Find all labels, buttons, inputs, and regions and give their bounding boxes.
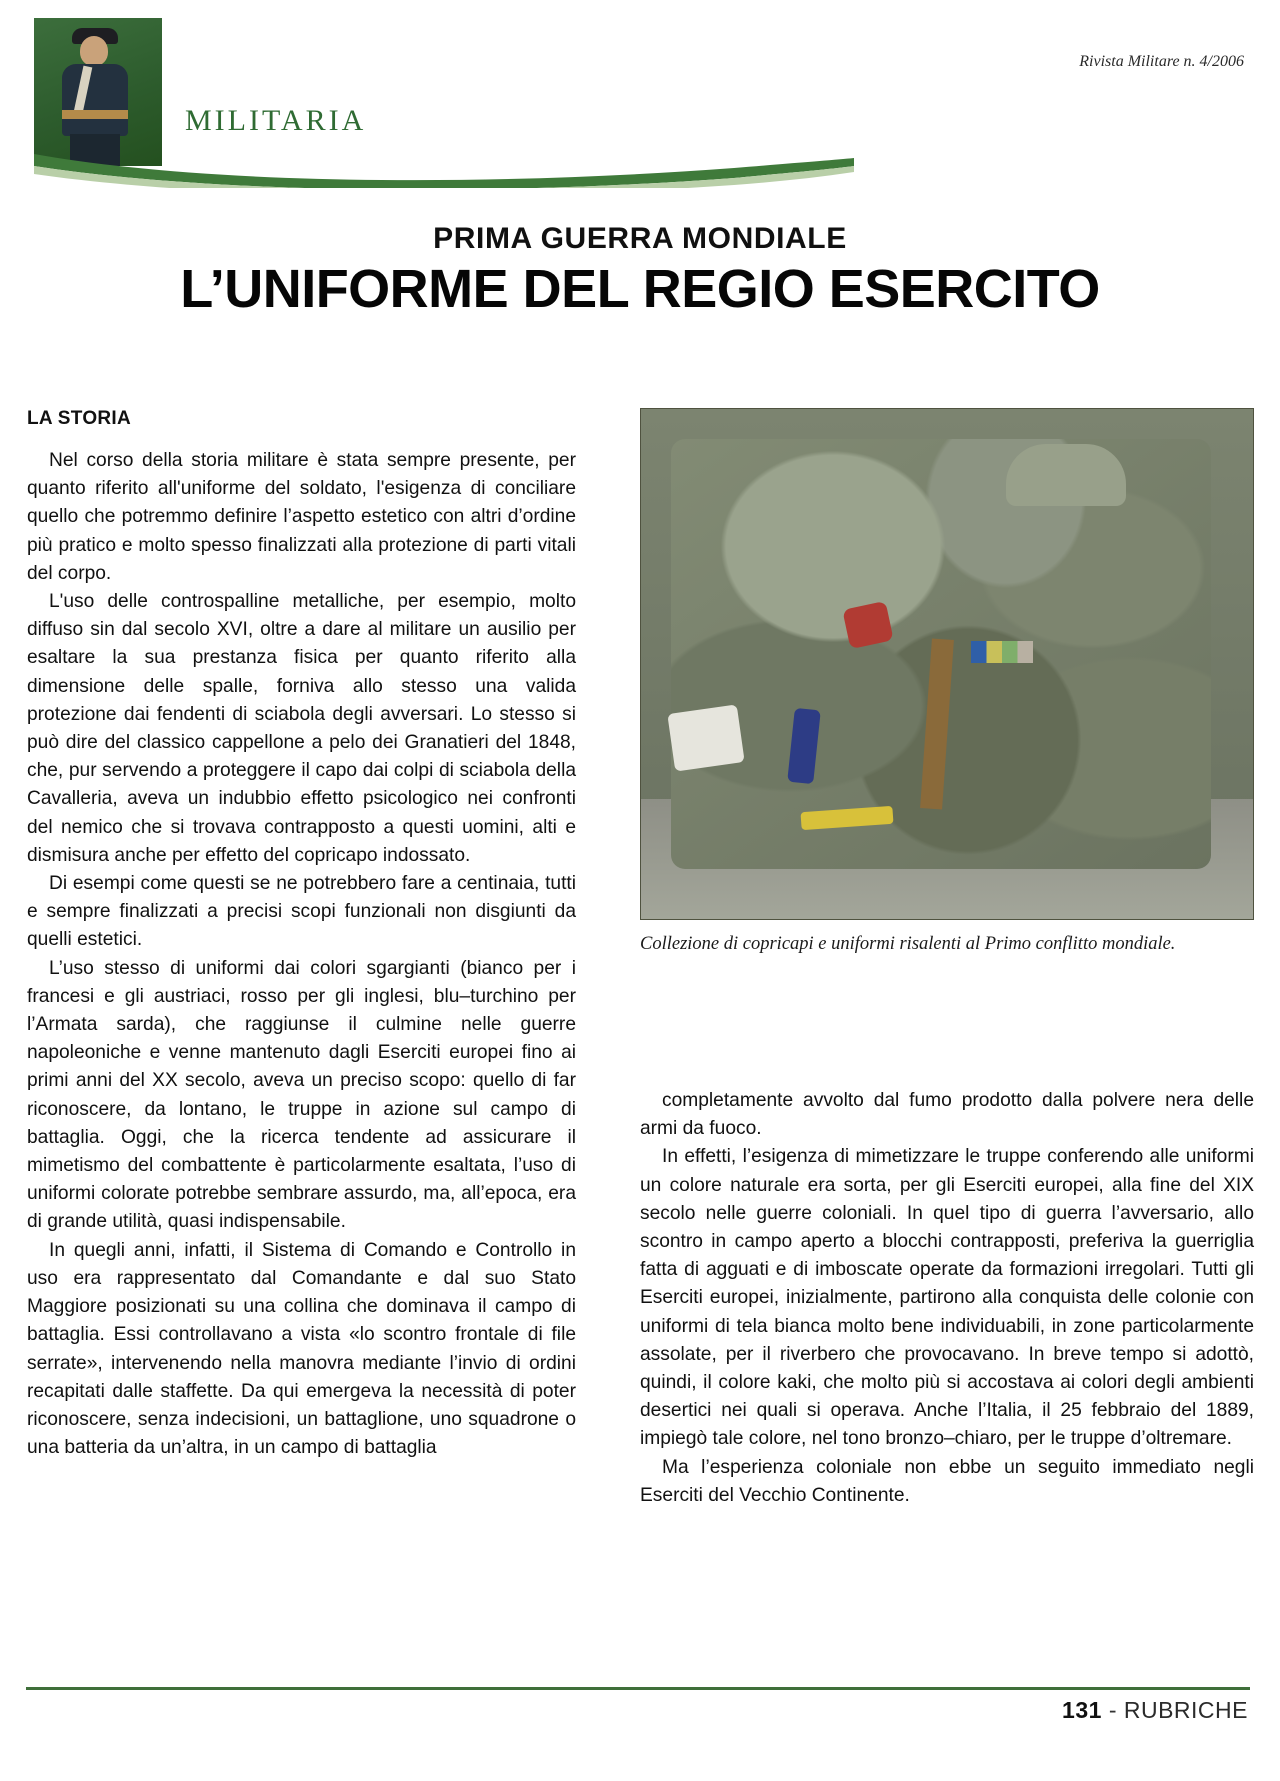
decorative-swoosh	[34, 152, 854, 188]
masthead-label: MILITARIA	[185, 104, 367, 137]
paragraph: L’uso stesso di uniformi dai colori sgargianti (bianco per i francesi e gli austriaci, rosso per gli inglesi, blu–turchino per l’Armata sarda), che raggiunse il culmine nelle guerre napoleoniche e venne mantenuto dagli Eserciti europei fino ai primi anni del XX secolo, aveva un preciso scopo: quello di far riconoscere, da lontano, le truppe in azione sul campo di battaglia. Oggi, che la ricerca tendente ad assicurare il mimetismo del combattente è particolarmente esaltata, l’uso di uniformi colorate potrebbe sembrare assurdo, ma, all’epoca, era di grande utilità, quasi indispensabile.	[27, 957, 576, 1233]
soldier-figure-icon	[34, 18, 162, 166]
footer-divider	[26, 1687, 1250, 1690]
page-header	[0, 0, 1280, 200]
paragraph: L'uso delle controspalline metalliche, per esempio, molto diffuso sin dal secolo XVI, oltre a dare al militare un ausilio per esaltare la sua prestanza fisica per quanto riferito alla dimensione delle spalle, forniva allo stesso una valida protezione dai fendenti di sciabola degli avversari. Lo stesso si può dire del classico cappellone a pelo dei Granatieri del 1848, che, pur servendo a proteggere il capo dai colpi di sciabola della Cavalleria, aveva un indubbio effetto psicologico nei confronti del nemico che si trovava contrapposto a questi uomini, alti e dismisura anche per effetto del copricapo indossato.	[27, 591, 576, 866]
paragraph: In effetti, l’esigenza di mimetizzare le truppe conferendo alle uniformi un colore naturale era sorta, per gli Eserciti europei, alla fine del XIX secolo nelle guerre coloniali. In quel tipo di guerra l’avversario, allo scontro in campo aperto a blocchi contrapposti, preferiva la guerriglia fatta di agguati e di imboscate operate da formazioni irregolari. Tutti gli Eserciti europei, inizialmente, partirono alla conquista delle colonie con uniformi di tela bianca molto bene individuabili, in zone particolarmente assolate, per il riverbero che provocavano. In breve tempo si adottò, quindi, il colore kaki, che molto più si accostava ai colori degli ambienti desertici nei quali si operava. Anche l’Italia, il 25 febbraio del 1889, impiegò tale colore, nel tono bronzo–chiaro, per le truppe d’oltremare.	[640, 1146, 1254, 1450]
uniform-collection-photo	[640, 408, 1254, 920]
footer-content	[1062, 1697, 1248, 1724]
article-kicker: PRIMA GUERRA MONDIALE	[433, 222, 847, 255]
paragraph: Nel corso della storia militare è stata sempre presente, per quanto riferito all'uniforme del soldato, l'esigenza di conciliare quello che potremmo definire l’aspetto estetico con altri d’ordine più pratico e molto spesso finalizzati alla protezione di parti vitali del corpo.	[27, 450, 576, 584]
page-title: L’UNIFORME DEL REGIO ESERCITO	[180, 259, 1100, 319]
left-column	[27, 408, 576, 1462]
paragraph: In quegli anni, infatti, il Sistema di Comando e Controllo in uso era rappresentato dal Comandante e dal suo Stato Maggiore posizionati su una collina che dominava il campo di battaglia. Essi controllavano a vista «lo scontro frontale di file serrate», intervenendo nella manovra mediante l’invio di ordini recapitati dalle staffette. Da qui emergeva la necessità di poter riconoscere, senza indecisioni, un battaglione, uno squadrone o una batteria da un’altra, in un campo di battaglia	[27, 1239, 576, 1459]
figure-block	[640, 408, 1254, 956]
page-number: 131	[1062, 1697, 1102, 1723]
figure-caption: Collezione di copricapi e uniformi risalenti al Primo conflitto mondiale.	[640, 934, 1176, 954]
paragraph: completamente avvolto dal fumo prodotto dalla polvere nera delle armi da fuoco.	[640, 1090, 1254, 1140]
paragraph: Ma l’esperienza coloniale non ebbe un seguito immediato negli Eserciti del Vecchio Continente.	[640, 1456, 1254, 1506]
issue-line: Rivista Militare n. 4/2006	[1079, 53, 1244, 70]
footer-section: RUBRICHE	[1123, 1697, 1248, 1723]
right-column	[640, 1087, 1254, 1510]
footer-separator: -	[1108, 1697, 1117, 1723]
section-label: LA STORIA	[27, 408, 132, 429]
paragraph: Di esempi come questi se ne potrebbero fare a centinaia, tutti e sempre finalizzati a precisi scopi funzionali non disgiunti da quelli estetici.	[27, 873, 576, 951]
page-footer	[0, 1687, 1280, 1747]
